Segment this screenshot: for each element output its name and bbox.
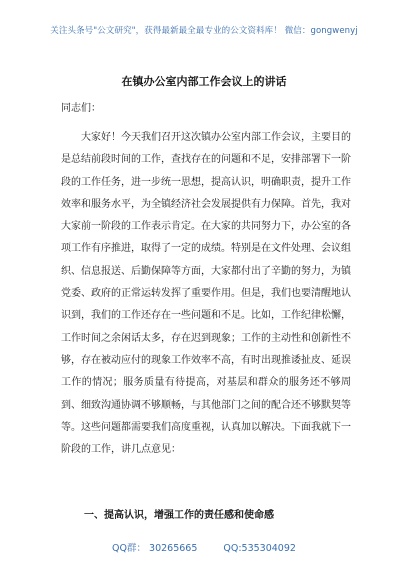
body-paragraph: 大家好！今天我们召开这次镇办公室内部工作会议，主要目的是总结前段时间的工作，查找存在的问题和不足，安排部署下一阶段的工作任务，进一步统一思想，提高认识，明确职责，提升工作效率和服务水平，为全镇经济社会发展提供有力保障。首先，我对大家前一阶段的工作表示肯定。在大家的共同努力下，办公室的各项工作有序推进，取得了一定的成绩。特别是在文件处理、会议组织、信息报送、后勤保障等方面，大家都付出了辛勤的努力，为镇党委、政府的正常运转发挥了重要作用。但是，我们也要清醒地认识到，我们的工作还存在一些问题和不足。比如，工作纪律松懈，工作时间之余闲话太多，存在迟到现象；工作的主动性和创新性不够，存在被动应付的现象工作效率不高，有时出现推诿扯皮、延误工作的情况；服务质量有待提高，对基层和群众的服务还不够周到、细致沟通协调不够顺畅，与其他部门之间的配合还不够默契等等。这些问题都需要我们高度重视，认真加以解决。下面我就下一阶段的工作，讲几点意见： [61, 132, 351, 456]
qq-group-text: QQ群： 30265665 [112, 543, 198, 554]
document-body [61, 127, 351, 461]
footer-contact [0, 540, 408, 554]
header-promo-note: 关注头条号"公文研究"，获得最新最全最专业的公文资料库！ 微信：gongwenyj [50, 26, 358, 36]
salutation: 同志们： [61, 103, 101, 114]
document-title: 在镇办公室内部工作会议上的讲话 [121, 75, 287, 88]
section-heading: 一、提高认识，增强工作的责任感和使命感 [84, 510, 274, 521]
qq-text: QQ:535304092 [223, 543, 296, 554]
